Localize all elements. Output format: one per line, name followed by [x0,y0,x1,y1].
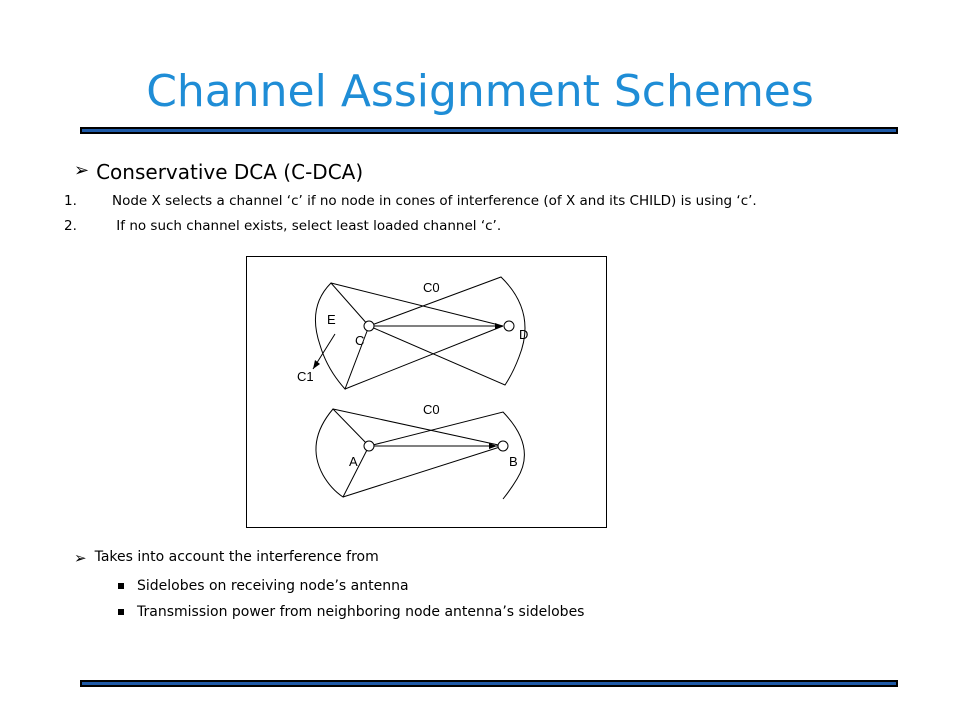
step-number: 2. [64,218,77,234]
label-e: E [327,312,336,327]
step-text: Node X selects a channel ‘c’ if no node in cones of interference (of X and its CHILD) is using ‘c’. [112,193,757,209]
sub-point-1 [118,578,409,594]
sub-point-text: Sidelobes on receiving node’s antenna [137,578,409,594]
node-c [364,321,374,331]
arrowhead-icon [313,360,320,369]
top-divider [80,127,898,134]
label-c: C [355,333,365,348]
step-1 [64,193,757,209]
top-right-cone [369,277,525,385]
diagram-svg [247,257,606,527]
point-text: Takes into account the interference from [94,549,379,565]
label-c1: C1 [297,369,314,384]
arrow-bullet-icon: ➢ [74,160,90,181]
square-bullet-icon [118,609,124,615]
step-number: 1. [64,193,77,209]
sub-point-text: Transmission power from neighboring node antenna’s sidelobes [137,604,585,620]
label-b: B [509,454,518,469]
step-2 [64,218,501,234]
bottom-divider [80,680,898,687]
label-a: A [349,454,358,469]
arrow-bullet-icon: ➢ [74,549,87,567]
bottom-cone-edge [333,409,503,446]
top-cone-edge [331,283,503,326]
node-a [364,441,374,451]
cone-interference-diagram [246,256,607,528]
bottom-cone-edge [343,446,503,497]
bottom-left-cone [316,409,369,497]
square-bullet-icon [118,583,124,589]
step-text: If no such channel exists, select least loaded channel ‘c’. [112,218,502,234]
node-b [498,441,508,451]
node-d [504,321,514,331]
main-point [74,548,379,568]
top-cone-edge [345,326,503,389]
slide-title: Channel Assignment Schemes [146,66,814,117]
bottom-right-cone [369,412,524,499]
section-heading: Conservative DCA (C-DCA) [96,160,364,184]
label-d: D [519,327,529,342]
heading-bullet [74,161,363,183]
sub-point-2 [118,604,584,620]
label-bottom-channel: C0 [423,402,440,417]
label-top-channel: C0 [423,280,440,295]
